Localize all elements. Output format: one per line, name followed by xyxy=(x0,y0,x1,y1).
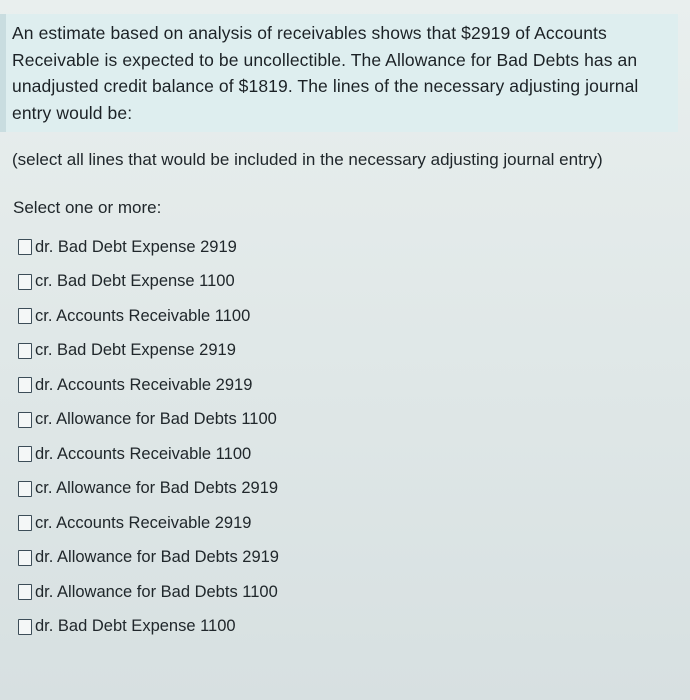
option-dr-bad-debt-expense-2919[interactable] xyxy=(18,230,418,265)
option-dr-accounts-receivable-1100[interactable] xyxy=(18,437,418,472)
option-label[interactable]: dr. Allowance for Bad Debts 1100 xyxy=(35,582,278,601)
checkbox[interactable] xyxy=(18,377,32,393)
option-label[interactable]: dr. Accounts Receivable 2919 xyxy=(35,375,253,394)
answer-options xyxy=(18,230,418,644)
checkbox[interactable] xyxy=(18,550,32,566)
option-label[interactable]: dr. Accounts Receivable 1100 xyxy=(35,444,252,463)
option-label[interactable]: cr. Accounts Receivable 1100 xyxy=(35,306,251,325)
checkbox[interactable] xyxy=(18,446,32,462)
option-dr-allowance-for-bad-debts-2919[interactable] xyxy=(18,541,418,576)
checkbox[interactable] xyxy=(18,481,32,497)
option-cr-accounts-receivable-1100[interactable] xyxy=(18,299,418,334)
option-cr-bad-debt-expense-2919[interactable] xyxy=(18,334,418,369)
option-dr-allowance-for-bad-debts-1100[interactable] xyxy=(18,575,418,610)
option-dr-accounts-receivable-2919[interactable] xyxy=(18,368,418,403)
option-label[interactable]: dr. Bad Debt Expense 2919 xyxy=(35,237,237,256)
question-box xyxy=(0,14,678,132)
option-label[interactable]: dr. Allowance for Bad Debts 2919 xyxy=(35,548,279,567)
checkbox[interactable] xyxy=(18,515,32,531)
checkbox[interactable] xyxy=(18,619,32,635)
checkbox[interactable] xyxy=(18,274,32,290)
option-label[interactable]: cr. Allowance for Bad Debts 2919 xyxy=(35,479,279,498)
option-label[interactable]: dr. Bad Debt Expense 1100 xyxy=(35,617,236,636)
option-cr-accounts-receivable-2919[interactable] xyxy=(18,506,418,541)
checkbox[interactable] xyxy=(18,308,32,324)
option-cr-allowance-for-bad-debts-2919[interactable] xyxy=(18,472,418,507)
option-label[interactable]: cr. Bad Debt Expense 1100 xyxy=(35,272,235,291)
option-cr-allowance-for-bad-debts-1100[interactable] xyxy=(18,403,418,438)
checkbox[interactable] xyxy=(18,343,32,359)
checkbox[interactable] xyxy=(18,412,32,428)
question-text: An estimate based on analysis of receivables shows that $2919 of Accounts Receivable is expected to be uncollectible. The Allowance for Bad Debts has an unadjusted credit balance of $1819. The lines of the necessary adjusting journal entry would be: xyxy=(12,23,639,123)
checkbox[interactable] xyxy=(18,584,32,600)
option-label[interactable]: cr. Bad Debt Expense 2919 xyxy=(35,341,236,360)
option-label[interactable]: cr. Allowance for Bad Debts 1100 xyxy=(35,410,277,429)
checkbox[interactable] xyxy=(18,239,32,255)
option-dr-bad-debt-expense-1100[interactable] xyxy=(18,610,418,645)
option-cr-bad-debt-expense-1100[interactable] xyxy=(18,265,418,300)
select-label: Select one or more: xyxy=(13,198,162,217)
instruction-text: (select all lines that would be included in the necessary adjusting journal entry) xyxy=(12,150,603,169)
option-label[interactable]: cr. Accounts Receivable 2919 xyxy=(35,513,252,532)
